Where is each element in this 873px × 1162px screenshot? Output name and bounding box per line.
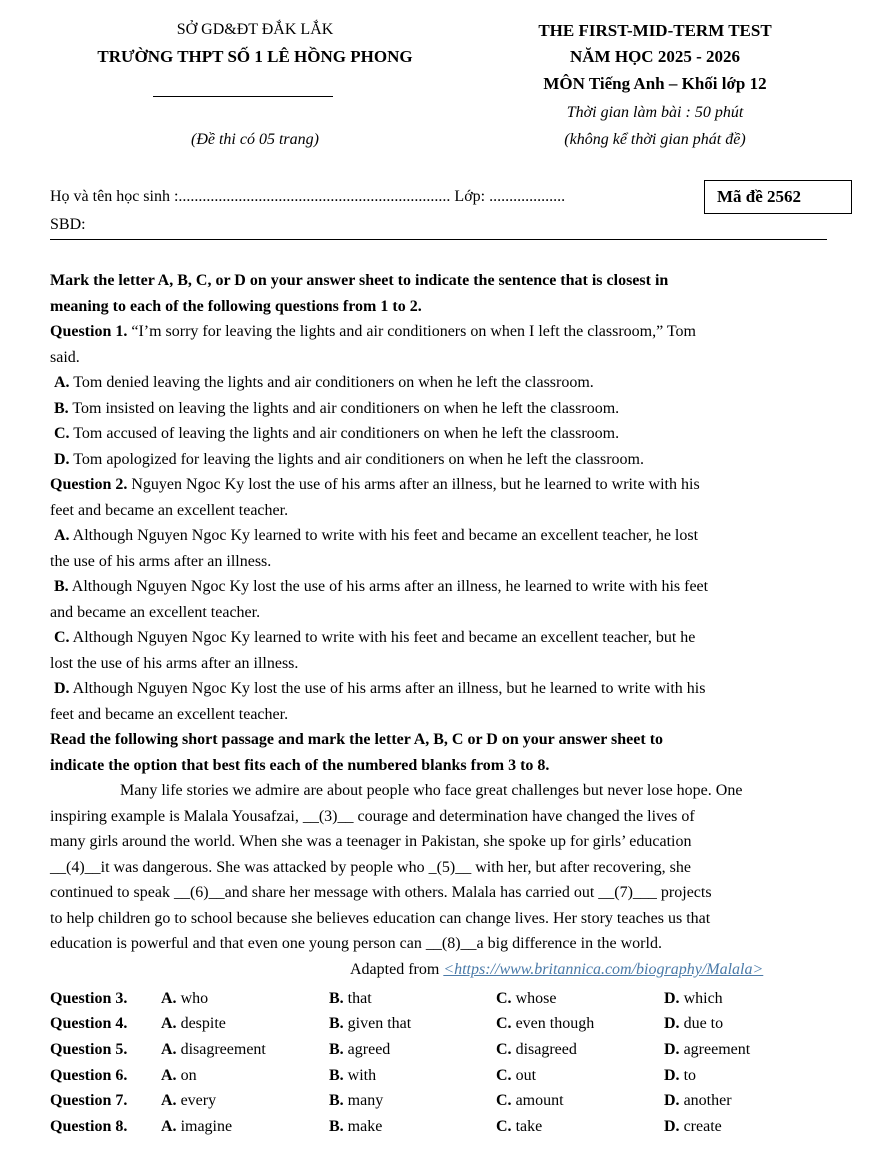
option-letter: A. bbox=[161, 1092, 177, 1110]
option-text: out bbox=[515, 1066, 537, 1084]
option-letter: B. bbox=[329, 1117, 344, 1135]
option-letter: C. bbox=[496, 1117, 512, 1135]
option-letter: B. bbox=[329, 1066, 344, 1084]
option-letter: D. bbox=[664, 1117, 680, 1135]
test-title: THE FIRST-MID-TERM TEST bbox=[538, 21, 772, 40]
reading-passage: Many life stories we admire are about people who face great challenges but never lose hope. One inspiring example is Malala Yousafzai, __(3)__ courage and determination have changed the lives of many girls around the world. When she was a teenager in Pakistan, she spoke up for girls’ education __(4)__it was dangerous. She was attacked by people who _(5)__ with her, but after recovering, she continued to speak __(6)__and share her message with others. Malala has carried out __(7)___ projects to help children go to school because she believes education can change lives. Her story teaches us that education is powerful and that even one young person can __(8)__a big difference in the world. bbox=[50, 782, 743, 952]
option-text: agreed bbox=[347, 1040, 391, 1058]
q1-option-b[interactable]: B. Tom insisted on leaving the lights and air conditioners on when he left the classroom. bbox=[54, 399, 620, 417]
school-year: NĂM HỌC 2025 - 2026 bbox=[570, 47, 740, 66]
question-row bbox=[50, 1088, 814, 1114]
option-c[interactable] bbox=[496, 986, 664, 1012]
question-number: Question 6. bbox=[50, 1066, 128, 1084]
option-text: which bbox=[683, 989, 723, 1007]
question-number: Question 7. bbox=[50, 1092, 128, 1110]
option-letter: D. bbox=[664, 1040, 680, 1058]
student-info-divider bbox=[50, 239, 827, 240]
q1-option-a[interactable]: A. Tom denied leaving the lights and air conditioners on when he left the classroom. bbox=[54, 374, 594, 391]
option-letter: C. bbox=[496, 1066, 512, 1084]
question-row bbox=[50, 1063, 814, 1089]
option-letter: A. bbox=[161, 1066, 177, 1084]
student-name-field[interactable]: Họ và tên học sinh :.................................................................... Lớp: ................... bbox=[50, 188, 566, 205]
option-text: agreement bbox=[683, 1040, 751, 1058]
q2-option-d[interactable]: D. Although Nguyen Ngoc Ky lost the use of his arms after an illness, but he learned to write with his feet and became an excellent teacher. bbox=[50, 680, 706, 723]
question-row bbox=[50, 1114, 814, 1140]
option-a[interactable] bbox=[161, 1012, 329, 1038]
cloze-options-table bbox=[50, 986, 814, 1140]
section-2-instruction: Read the following short passage and mark the letter A, B, C or D on your answer sheet to indicate the option that best fits each of the numbered blanks from 3 to 8. bbox=[50, 731, 664, 774]
option-letter: C. bbox=[496, 1015, 512, 1033]
option-text: disagreed bbox=[515, 1040, 577, 1058]
option-d[interactable] bbox=[664, 1063, 814, 1089]
option-text: amount bbox=[515, 1092, 564, 1110]
source-link[interactable]: <https://www.britannica.com/biography/Malala> bbox=[443, 961, 764, 978]
option-text: create bbox=[683, 1117, 722, 1135]
option-b[interactable] bbox=[329, 1012, 496, 1038]
option-text: to bbox=[683, 1066, 697, 1084]
option-d[interactable] bbox=[664, 1037, 814, 1063]
option-d[interactable] bbox=[664, 1114, 814, 1140]
option-letter: D. bbox=[664, 1066, 680, 1084]
option-text: even though bbox=[515, 1015, 595, 1033]
option-text: despite bbox=[180, 1015, 226, 1033]
q2-option-c[interactable]: C. Although Nguyen Ngoc Ky learned to write with his feet and became an excellent teacher, but he lost the use of his arms after an illness. bbox=[50, 629, 696, 672]
option-c[interactable] bbox=[496, 1088, 664, 1114]
option-b[interactable] bbox=[329, 1114, 496, 1140]
option-letter: C. bbox=[496, 1040, 512, 1058]
option-text: due to bbox=[683, 1015, 724, 1033]
q2-option-a[interactable]: A. Although Nguyen Ngoc Ky learned to write with his feet and became an excellent teacher, he lost the use of his arms after an illness. bbox=[50, 527, 699, 570]
department-name: SỞ GD&ĐT ĐẮK LẮK bbox=[176, 21, 334, 38]
option-letter: A. bbox=[161, 1015, 177, 1033]
section-1 bbox=[50, 268, 830, 957]
option-d[interactable] bbox=[664, 986, 814, 1012]
q1-option-d[interactable]: D. Tom apologized for leaving the lights and air conditioners on when he left the classroom. bbox=[54, 450, 644, 468]
sbd-field[interactable]: SBD: bbox=[50, 216, 86, 233]
option-c[interactable] bbox=[496, 1114, 664, 1140]
option-letter: B. bbox=[329, 1040, 344, 1058]
option-letter: A. bbox=[161, 1117, 177, 1135]
option-c[interactable] bbox=[496, 1012, 664, 1038]
question-number: Question 4. bbox=[50, 1015, 128, 1033]
option-text: make bbox=[347, 1117, 383, 1135]
exam-code-box: Mã đề 2562 bbox=[704, 180, 852, 214]
question-number: Question 5. bbox=[50, 1040, 128, 1058]
option-text: who bbox=[180, 989, 209, 1007]
option-text: imagine bbox=[180, 1117, 233, 1135]
option-letter: B. bbox=[329, 1015, 344, 1033]
option-b[interactable] bbox=[329, 986, 496, 1012]
option-letter: A. bbox=[161, 1040, 177, 1058]
question-number: Question 8. bbox=[50, 1117, 128, 1135]
option-a[interactable] bbox=[161, 1088, 329, 1114]
option-a[interactable] bbox=[161, 986, 329, 1012]
question-row bbox=[50, 986, 814, 1012]
question-row bbox=[50, 1012, 814, 1038]
option-b[interactable] bbox=[329, 1037, 496, 1063]
school-name: TRƯỜNG THPT SỐ 1 LÊ HỒNG PHONG bbox=[97, 47, 413, 66]
option-text: given that bbox=[347, 1015, 412, 1033]
page-count-note: (Đề thi có 05 trang) bbox=[191, 131, 319, 148]
question-2: Question 2. Nguyen Ngoc Ky lost the use of his arms after an illness, but he learned to write with his feet and became an excellent teacher. bbox=[50, 476, 700, 519]
option-b[interactable] bbox=[329, 1063, 496, 1089]
option-text: that bbox=[347, 989, 372, 1007]
subject-grade: MÔN Tiếng Anh – Khối lớp 12 bbox=[543, 74, 767, 93]
option-b[interactable] bbox=[329, 1088, 496, 1114]
header-divider bbox=[153, 96, 333, 97]
option-letter: A. bbox=[161, 989, 177, 1007]
option-text: with bbox=[347, 1066, 377, 1084]
option-text: every bbox=[180, 1092, 217, 1110]
option-text: many bbox=[347, 1092, 384, 1110]
section-1-instruction: Mark the letter A, B, C, or D on your answer sheet to indicate the sentence that is closest in meaning to each of the following questions from 1 to 2. bbox=[50, 272, 669, 315]
q1-option-c[interactable]: C. Tom accused of leaving the lights and air conditioners on when he left the classroom. bbox=[54, 425, 620, 442]
option-letter: D. bbox=[664, 1092, 680, 1110]
q2-option-b[interactable]: B. Although Nguyen Ngoc Ky lost the use of his arms after an illness, he learned to write with his feet and became an excellent teacher. bbox=[50, 578, 709, 621]
option-c[interactable] bbox=[496, 1037, 664, 1063]
time-limit: Thời gian làm bài : 50 phút bbox=[566, 104, 744, 121]
option-text: disagreement bbox=[180, 1040, 266, 1058]
option-text: on bbox=[180, 1066, 197, 1084]
option-letter: C. bbox=[496, 1092, 512, 1110]
option-a[interactable] bbox=[161, 1063, 329, 1089]
option-text: another bbox=[683, 1092, 732, 1110]
question-1: Question 1. “I’m sorry for leaving the lights and air conditioners on when I left the classroom,” Tom said. bbox=[50, 323, 696, 366]
option-letter: B. bbox=[329, 989, 344, 1007]
option-letter: C. bbox=[496, 989, 512, 1007]
passage-source: Adapted from <https://www.britannica.com/biography/Malala> bbox=[350, 961, 764, 978]
question-row bbox=[50, 1037, 814, 1063]
option-d[interactable] bbox=[664, 1088, 814, 1114]
question-number: Question 3. bbox=[50, 989, 128, 1007]
option-letter: D. bbox=[664, 1015, 680, 1033]
option-c[interactable] bbox=[496, 1063, 664, 1089]
option-letter: D. bbox=[664, 989, 680, 1007]
option-a[interactable] bbox=[161, 1114, 329, 1140]
option-d[interactable] bbox=[664, 1012, 814, 1038]
option-text: whose bbox=[515, 989, 557, 1007]
option-letter: B. bbox=[329, 1092, 344, 1110]
option-a[interactable] bbox=[161, 1037, 329, 1063]
time-note: (không kể thời gian phát đề) bbox=[564, 131, 746, 148]
option-text: take bbox=[515, 1117, 543, 1135]
